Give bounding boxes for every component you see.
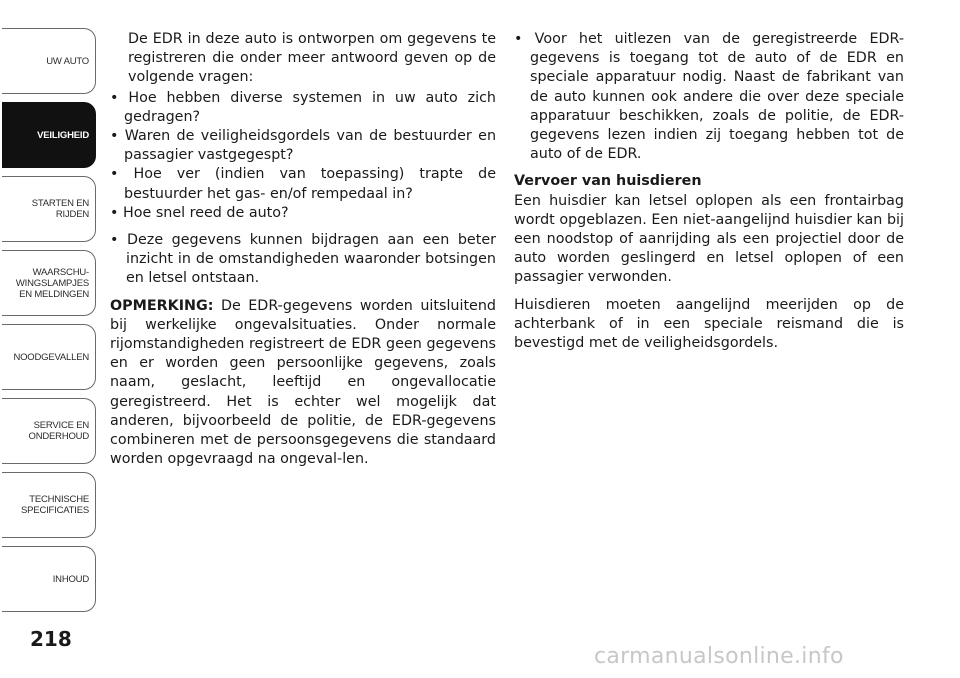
tab-veiligheid[interactable]: VEILIGHEID: [2, 102, 96, 168]
list-item: • Hoe snel reed de auto?: [110, 204, 289, 221]
list-item: • Voor het uitlezen van de geregistreerde EDR-gegevens is toegang tot de auto of de EDR en speciale apparatuur nodig. Naast de fabrikant van de auto kunnen ook andere die over deze speciale apparatuur beschikken, zoals de politie, de EDR-gegevens lezen indien zij toegang hebben tot de auto of de EDR.: [514, 31, 904, 163]
watermark: carmanualsonline.info: [594, 644, 844, 669]
page-number: 218: [30, 627, 72, 651]
tab-starten-en-rijden[interactable]: STARTEN EN RIJDEN: [2, 176, 96, 242]
tab-waarschuwingslampjes[interactable]: WAARSCHU- WINGSLAMPJES EN MELDINGEN: [2, 250, 96, 316]
tab-technische-specificaties[interactable]: TECHNISCHE SPECIFICATIES: [2, 472, 96, 538]
edr-intro: De EDR in deze auto is ontworpen om gegevens te registreren die onder meer antwoord geven op de volgende vragen:: [128, 31, 496, 86]
tab-noodgevallen[interactable]: NOODGEVALLEN: [2, 324, 96, 390]
tab-uw-auto[interactable]: UW AUTO: [2, 28, 96, 94]
left-column: [110, 30, 496, 477]
tab-service-en-onderhoud[interactable]: SERVICE EN ONDERHOUD: [2, 398, 96, 464]
paragraph: Huisdieren moeten aangelijnd meerijden op de achterbank of in een speciale reismand die is bevestigd met de veiligheidsgordels.: [514, 296, 904, 352]
section-heading: Vervoer van huisdieren: [514, 173, 702, 190]
tab-inhoud[interactable]: INHOUD: [2, 546, 96, 612]
list-item: • Deze gegevens kunnen bijdragen aan een beter inzicht in de omstandigheden waaronder botsingen en letsel ontstaan.: [110, 232, 496, 287]
paragraph: Een huisdier kan letsel oplopen als een frontairbag wordt opgeblazen. Een niet-aangelijnd huisdier kan bij een noodstop of aanrijding als een projectiel door de auto worden geslingerd en letsel oplopen of een passagier verwonden.: [514, 192, 904, 286]
note-paragraph: [110, 297, 496, 470]
list-item: • Waren de veiligheidsgordels van de bestuurder en passagier vastgegespt?: [110, 128, 496, 164]
note-label: OPMERKING:: [110, 297, 214, 314]
note-text: De EDR-gegevens worden uitsluitend bij werkelijke ongevalsituaties. Onder normale rijomstandigheden registreert de EDR geen gegevens en er worden geen persoonlijke gegevens, zoals naam, geslacht, leeftijd en ongevallocatie geregistreerd. Het is echter wel mogelijk dat anderen, bijvoorbeeld de politie, de EDR-gegevens combineren met de persoonsgegevens die standaard worden opgevraagd na ongeval-len.: [110, 297, 496, 468]
list-item: • Hoe ver (indien van toepassing) trapte de bestuurder het gas- en/of rempedaal in?: [110, 166, 496, 202]
right-column: [514, 30, 904, 361]
list-item: • Hoe hebben diverse systemen in uw auto zich gedragen?: [110, 89, 496, 125]
